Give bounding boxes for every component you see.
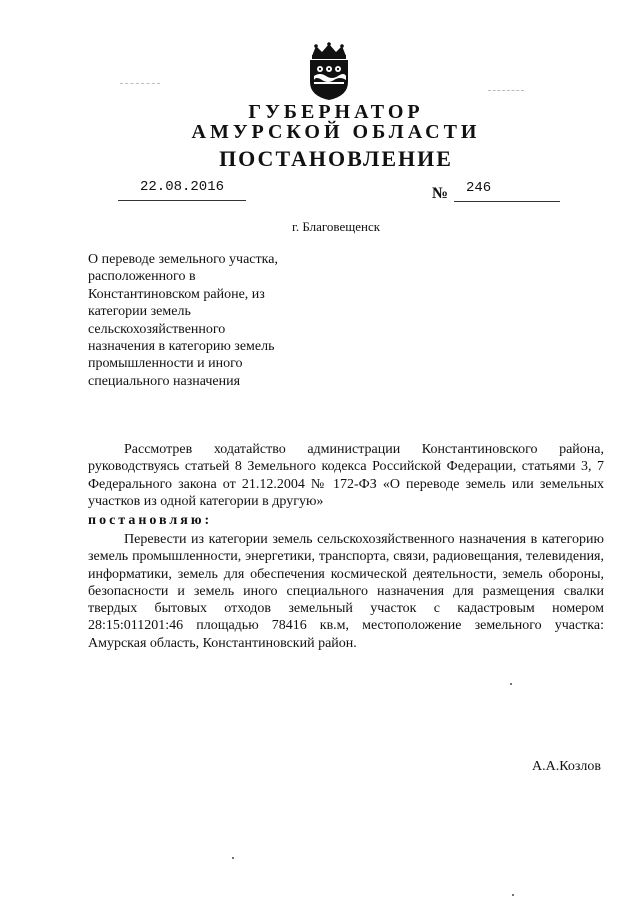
scan-speck (512, 894, 514, 896)
subject-line: сельскохозяйственного (88, 321, 226, 337)
scan-speck (510, 683, 512, 685)
date-underline (118, 200, 246, 201)
resolution-paragraph: Перевести из категории земель сельскохозяйственного назначения в категорию земель промышленности, энергетики, транспорта, связи, радиовещания, телевидения, информатики, земель для обеспечения космической деятельности, земель обороны, безопасности и земель иного специального назначения для размещения свалки твердых бытовых отходов земельный участок с кадастровым номером 28:15:011201:46 площадью 78416 кв.м, местоположение земельного участка: Амурская область, Константиновский район. (88, 532, 604, 651)
authority-region: АМУРСКОЙ ОБЛАСТИ (191, 121, 481, 143)
document-subject (88, 251, 338, 390)
signatory-name: А.А.Козлов (532, 759, 601, 774)
document-number: 246 (466, 180, 492, 196)
subject-line: О переводе земельного участка, (88, 252, 278, 267)
decree-word: постановляю: (88, 513, 213, 528)
subject-line: назначения в категорию земель (88, 339, 275, 355)
issue-city: г. Благовещенск (291, 219, 381, 234)
scan-artifact (120, 83, 160, 84)
document-type: ПОСТАНОВЛЕНИЕ (219, 146, 453, 171)
subject-line: категории земель (88, 304, 191, 320)
authority-title: ГУБЕРНАТОР (248, 101, 424, 123)
document-date: 22.08.2016 (140, 179, 225, 195)
scan-artifact (488, 90, 524, 91)
number-underline (454, 201, 560, 202)
subject-line: специального назначения (88, 373, 241, 389)
scan-speck (232, 857, 234, 859)
subject-line: Константиновском районе, из (88, 286, 265, 302)
number-label: № (432, 185, 449, 202)
coat-of-arms-icon (302, 42, 356, 102)
subject-line: промышленности и иного (88, 356, 243, 372)
preamble-paragraph: Рассмотрев ходатайство администрации Константиновского района, руководствуясь статьей 8 Земельного кодекса Российской Федерации, статьями 3, 7 Федерального закона от 21.12.2004 № 172-ФЗ «О переводе земель или земельных участков из одной категории в другую» (88, 442, 604, 509)
subject-line: расположенного в (88, 269, 196, 285)
